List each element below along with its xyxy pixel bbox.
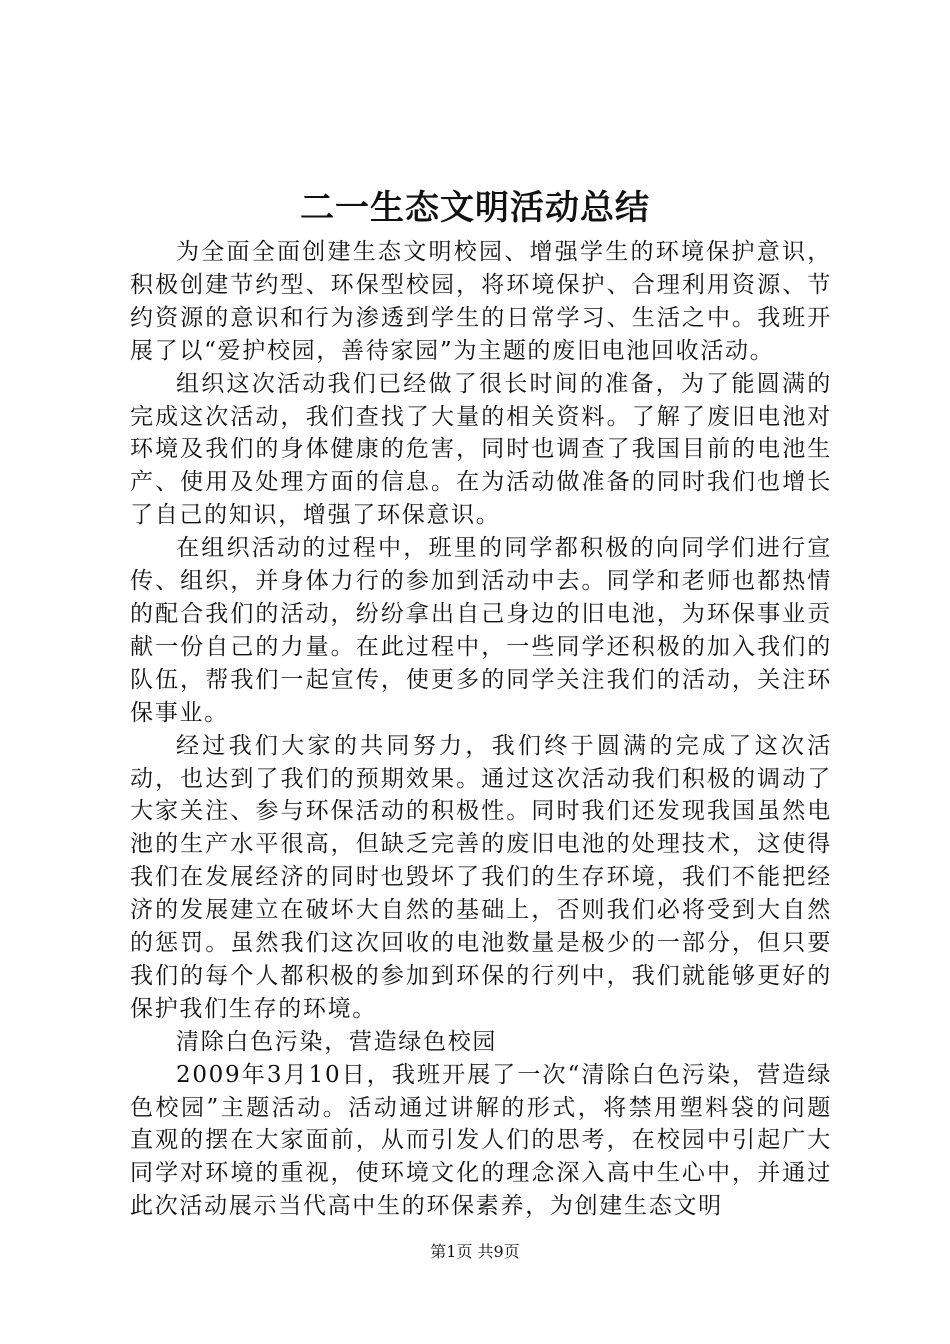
document-body <box>130 236 832 1223</box>
paragraph-preparation: 组织这次活动我们已经做了很长时间的准备，为了能圆满的完成这次活动，我们查找了大量的相关资料。了解了废旧电池对环境及我们的身体健康的危害，同时也调查了我国目前的电池生产、使用及处理方面的信息。在为活动做准备的同时我们也增长了自己的知识，增强了环保意识。 <box>130 370 832 529</box>
paragraph-march-activity: 2009年3月10日，我班开展了一次“清除白色污染，营造绿色校园”主题活动。活动通过讲解的形式，将禁用塑料袋的问题直观的摆在大家面前，从而引发人们的思考，在校园中引起广大同学对环境的重视，使环境文化的理念深入高中生心中，并通过此次活动展示当代高中生的环保素养，为创建生态文明 <box>130 1061 832 1220</box>
section-heading: 清除白色污染，营造绿色校园 <box>176 1028 498 1055</box>
paragraph-process: 在组织活动的过程中，班里的同学都积极的向同学们进行宣传、组织，并身体力行的参加到活动中去。同学和老师也都热情的配合我们的活动，纷纷拿出自己身边的旧电池，为环保事业贡献一份自己的力量。在此过程中，一些同学还积极的加入我们的队伍，帮我们一起宣传，使更多的同学关注我们的活动，关注环保事业。 <box>130 535 832 726</box>
paragraph-intro: 为全面全面创建生态文明校园、增强学生的环境保护意识，积极创建节约型、环保型校园，将环境保护、合理利用资源、节约资源的意识和行为渗透到学生的日常学习、生活之中。我班开展了以“爱护校园，善待家园”为主题的废旧电池回收活动。 <box>130 239 832 364</box>
page-number-footer: 第1页 共9页 <box>430 1242 520 1261</box>
paragraph-results: 经过我们大家的共同努力，我们终于圆满的完成了这次活动，也达到了我们的预期效果。通过这次活动我们积极的调动了大家关注、参与环保活动的积极性。同时我们还发现我国虽然电池的生产水平很高，但缺乏完善的废旧电池的处理技术，这使得我们在发展经济的同时也毁坏了我们的生存环境，我们不能把经济的发展建立在破坏大自然的基础上，否则我们必将受到大自然的惩罚。虽然我们这次回收的电池数量是极少的一部分，但只要我们的每个人都积极的参加到环保的行列中，我们就能够更好的保护我们生存的环境。 <box>130 732 832 1022</box>
document-title: 二一生态文明活动总结 <box>300 188 650 228</box>
